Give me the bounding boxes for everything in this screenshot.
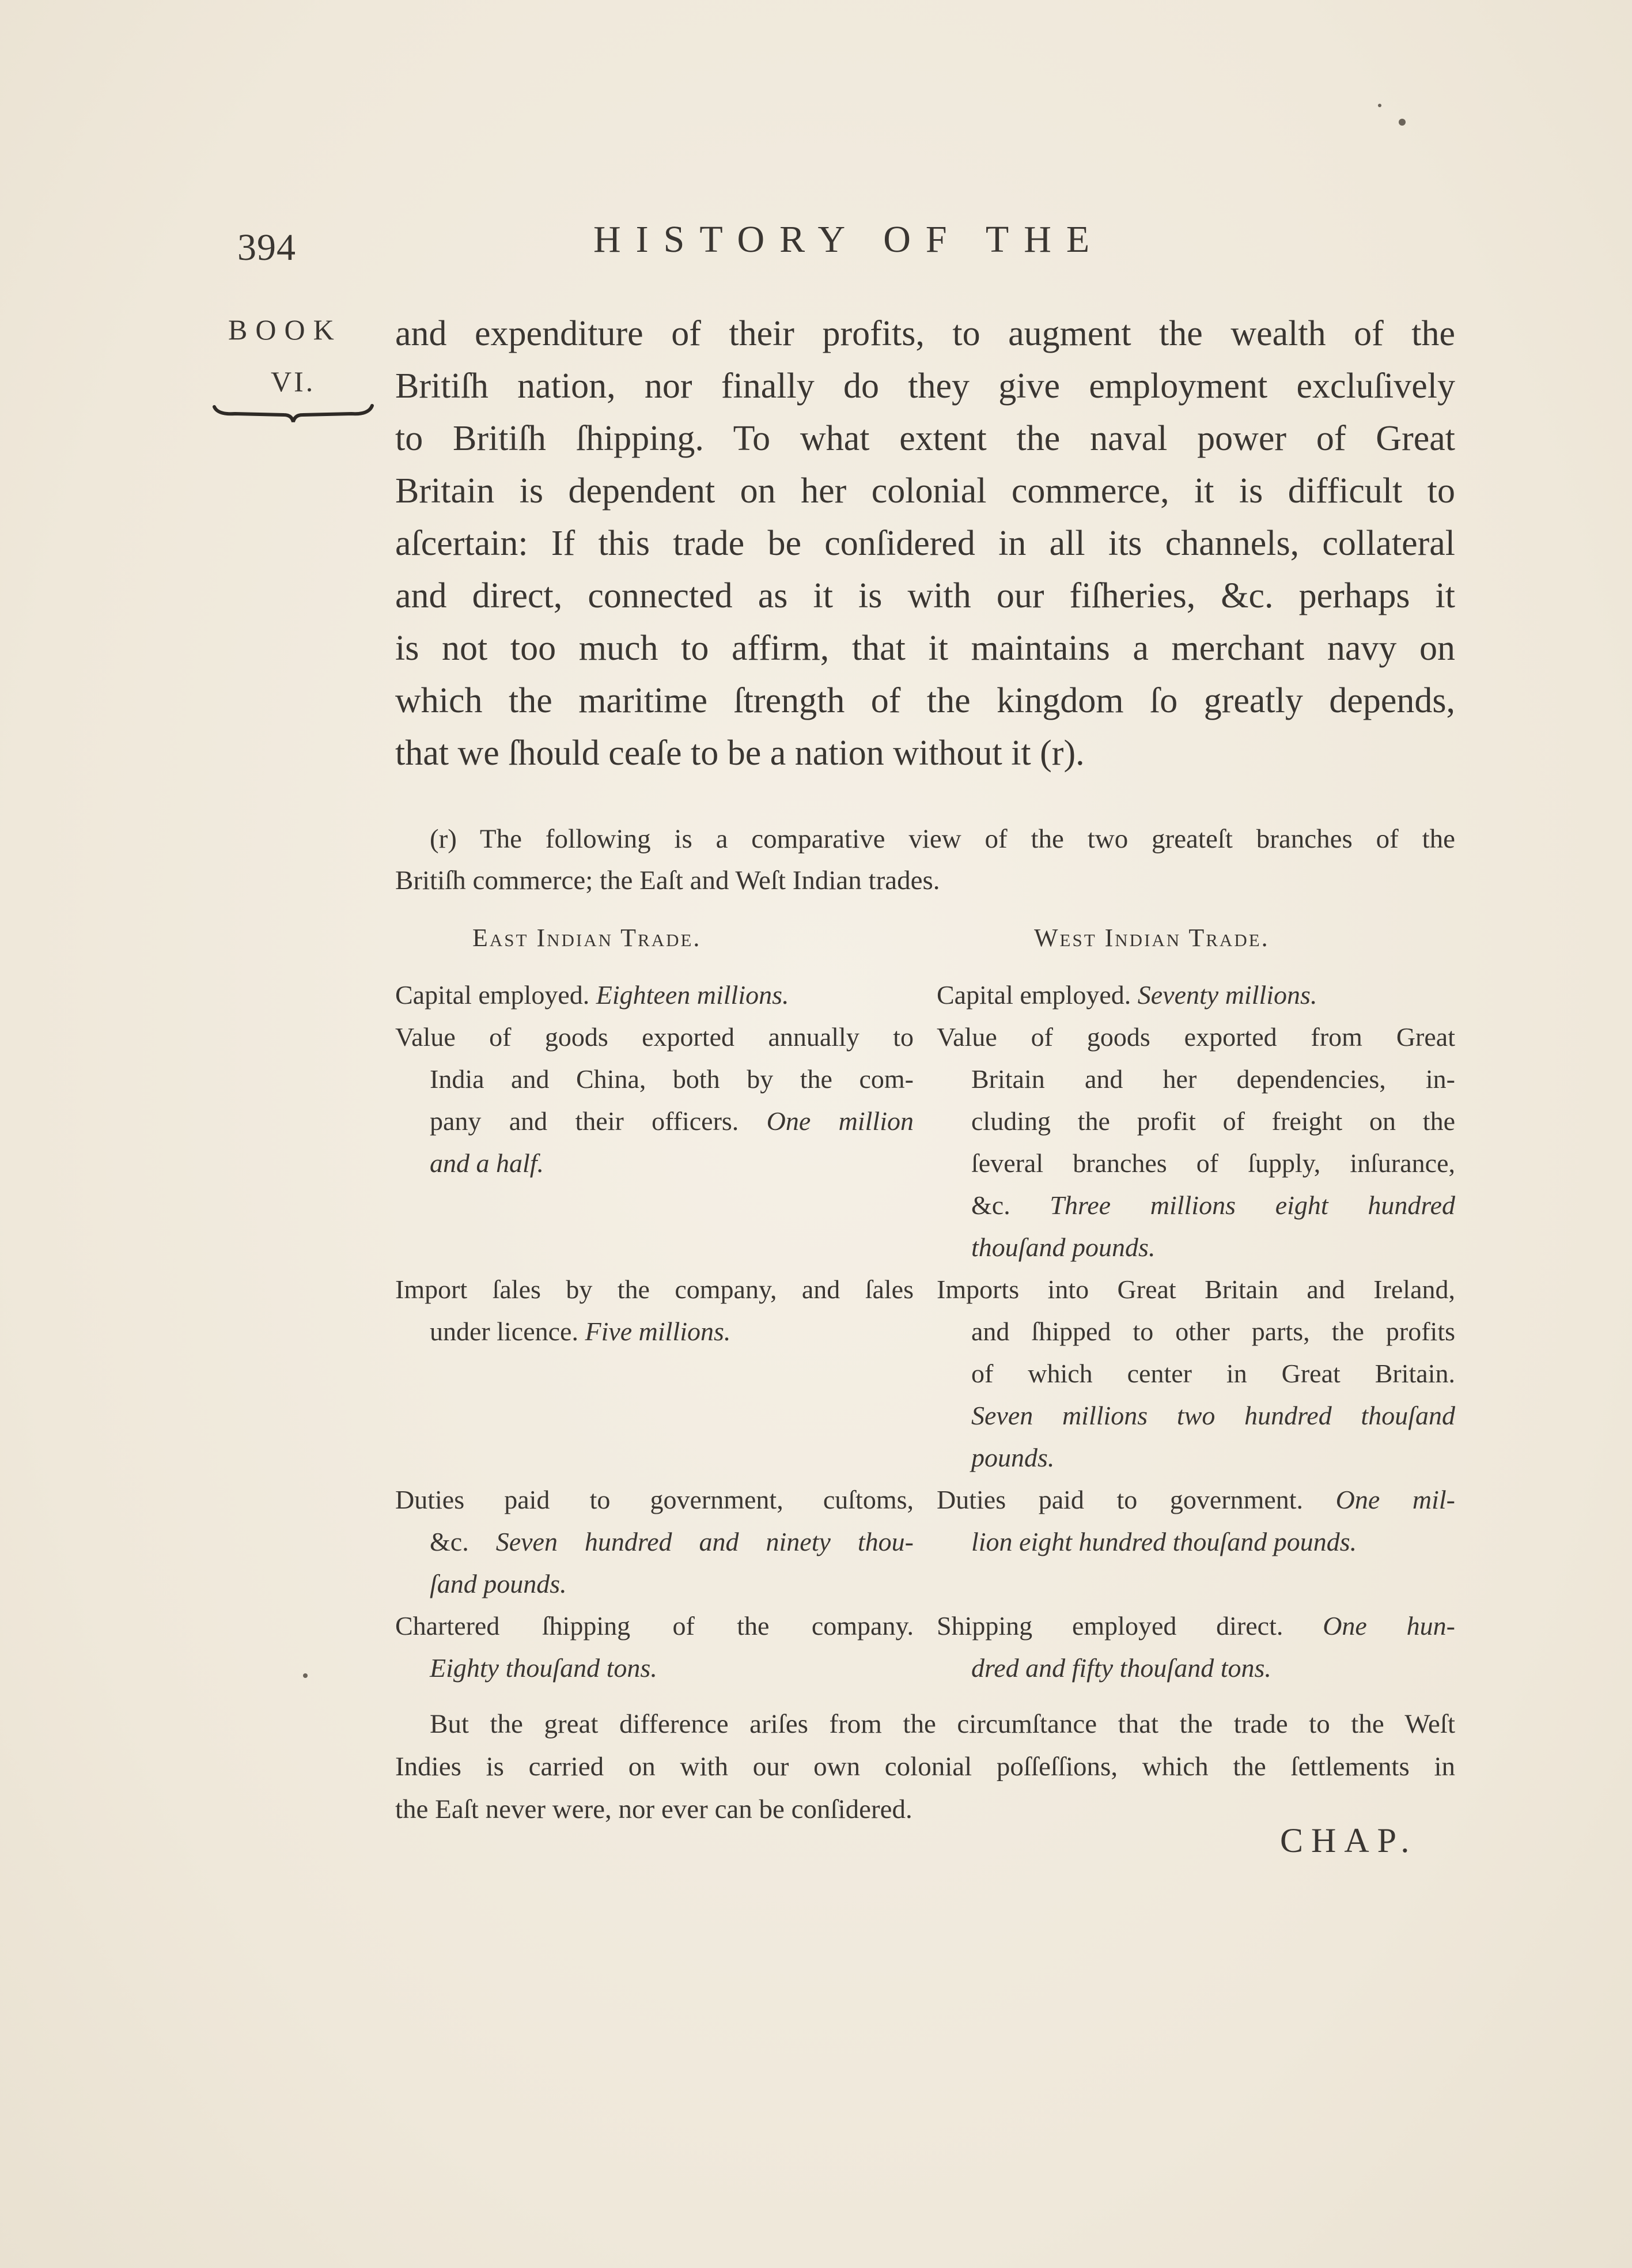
roman-text: of which center in Great Britain. xyxy=(971,1359,1455,1388)
body-line: aſcertain: If this trade be conſidered in all its channels, collateral xyxy=(395,524,1455,563)
body-line: that we ſhould ceaſe to be a nation without it (r). xyxy=(395,734,1085,773)
table-row xyxy=(395,1016,1455,1268)
italic-text: One mil- xyxy=(1335,1485,1455,1514)
west-indian-cell xyxy=(937,1016,1455,1268)
table-row xyxy=(395,1479,1455,1605)
body-line: and expenditure of their profits, to augment the wealth of the xyxy=(395,314,1455,353)
roman-text: Capital employed. xyxy=(395,980,596,1010)
body-line: Britiſh nation, nor finally do they give employment excluſively xyxy=(395,366,1455,406)
footnote-line: (r) The following is a comparative view of the two greateſt branches of the xyxy=(430,824,1455,854)
book-label: BOOK xyxy=(228,313,342,346)
table-cell-line xyxy=(937,1394,1455,1437)
body-line: and direct, connected as it is with our fiſheries, &c. perhaps it xyxy=(395,576,1455,615)
roman-text: pany and their officers. xyxy=(430,1106,767,1136)
table-cell-line xyxy=(937,1226,1455,1268)
italic-text: dred and fifty thouſand tons. xyxy=(971,1653,1271,1683)
roman-text: Britain and her dependencies, in- xyxy=(971,1064,1455,1094)
paper-speck xyxy=(1378,104,1381,107)
roman-text: Duties paid to government. xyxy=(937,1485,1336,1514)
table-cell-line xyxy=(395,1100,914,1142)
roman-text: &c. xyxy=(430,1527,496,1556)
closing-line: the Eaſt never were, nor ever can be conſidered. xyxy=(395,1794,912,1824)
roman-text: and ſhipped to other parts, the profits xyxy=(971,1317,1455,1346)
book-number: VI. xyxy=(271,365,316,398)
page-number: 394 xyxy=(237,226,296,269)
table-row xyxy=(395,1268,1455,1479)
table-cell-line xyxy=(937,1142,1455,1184)
table-cell-line xyxy=(937,1058,1455,1100)
table-cell-line xyxy=(395,1142,914,1184)
italic-text: and a half. xyxy=(430,1148,544,1178)
italic-text: Five millions. xyxy=(585,1317,731,1346)
west-indian-heading: West Indian Trade. xyxy=(1034,924,1270,952)
east-indian-cell xyxy=(395,1605,914,1689)
catchword: CHAP. xyxy=(1280,1821,1418,1859)
table-cell-line xyxy=(937,1268,1455,1310)
running-head: HISTORY OF THE xyxy=(593,218,1105,260)
east-indian-cell xyxy=(395,1479,914,1605)
west-indian-cell xyxy=(937,1479,1455,1605)
table-cell-line xyxy=(395,1647,914,1689)
table-cell-line xyxy=(937,1352,1455,1394)
table-cell-line xyxy=(395,1310,914,1352)
italic-text: One hun- xyxy=(1323,1611,1455,1640)
italic-text: pounds. xyxy=(971,1443,1055,1472)
italic-text: Three millions eight hundred xyxy=(1050,1190,1455,1220)
closing-line: Indies is carried on with our own colonial poſſeſſions, which the ſettlements in xyxy=(395,1752,1455,1782)
west-indian-cell xyxy=(937,1268,1455,1479)
body-line: which the maritime ſtrength of the kingdom ſo greatly depends, xyxy=(395,681,1455,720)
table-cell-line xyxy=(395,1563,914,1605)
margin-brace-ornament xyxy=(212,402,374,425)
table-cell-line xyxy=(937,1016,1455,1058)
italic-text: lion eight hundred thouſand pounds. xyxy=(971,1527,1357,1556)
roman-text: Import ſales by the company, and ſales xyxy=(395,1275,914,1304)
italic-text: Eighty thouſand tons. xyxy=(430,1653,657,1683)
table-row xyxy=(395,1605,1455,1689)
west-indian-cell xyxy=(937,974,1455,1016)
main-paragraph xyxy=(395,308,1455,780)
table-cell-line xyxy=(937,1605,1455,1647)
italic-text: Seventy millions. xyxy=(1137,980,1317,1010)
east-indian-cell xyxy=(395,974,914,1016)
table-cell-line xyxy=(937,974,1455,1016)
roman-text: under licence. xyxy=(430,1317,585,1346)
table-cell-line xyxy=(395,974,914,1016)
roman-text: India and China, both by the com- xyxy=(430,1064,914,1094)
body-line: to Britiſh ſhipping. To what extent the naval power of Great xyxy=(395,419,1455,458)
table-cell-line xyxy=(937,1310,1455,1352)
footnote xyxy=(395,818,1455,901)
roman-text: Chartered ſhipping of the company. xyxy=(395,1611,914,1640)
italic-text: ſand pounds. xyxy=(430,1569,567,1598)
italic-text: thouſand pounds. xyxy=(971,1233,1156,1262)
table-cell-line xyxy=(395,1016,914,1058)
roman-text: Shipping employed direct. xyxy=(937,1611,1323,1640)
table-cell-line xyxy=(937,1437,1455,1479)
east-indian-cell xyxy=(395,1016,914,1268)
paper-speck xyxy=(303,1673,308,1678)
roman-text: Capital employed. xyxy=(937,980,1138,1010)
italic-text: Seven millions two hundred thouſand xyxy=(971,1401,1455,1430)
table-cell-line xyxy=(937,1521,1455,1563)
table-cell-line xyxy=(395,1268,914,1310)
paper-speck xyxy=(1399,119,1406,126)
italic-text: Seven hundred and ninety thou- xyxy=(495,1527,914,1556)
roman-text: Duties paid to government, cuſtoms, xyxy=(395,1485,914,1514)
footnote-line: Britiſh commerce; the Eaſt and Weſt Indian trades. xyxy=(395,865,940,895)
table-cell-line xyxy=(395,1479,914,1521)
table-cell-line xyxy=(937,1479,1455,1521)
closing-line: But the great difference ariſes from the circumſtance that the trade to the Weſt xyxy=(430,1709,1455,1739)
roman-text: Value of goods exported annually to xyxy=(395,1022,914,1052)
west-indian-cell xyxy=(937,1605,1455,1689)
trade-comparison-table xyxy=(395,974,1455,1689)
table-cell-line xyxy=(937,1100,1455,1142)
table-cell-line xyxy=(937,1647,1455,1689)
east-indian-cell xyxy=(395,1268,914,1479)
table-cell-line xyxy=(395,1521,914,1563)
body-line: Britain is dependent on her colonial commerce, it is difficult to xyxy=(395,471,1455,511)
table-cell-line xyxy=(395,1058,914,1100)
roman-text: cluding the profit of freight on the xyxy=(971,1106,1455,1136)
table-cell-line xyxy=(937,1184,1455,1226)
closing-paragraph xyxy=(395,1703,1455,1831)
roman-text: ſeveral branches of ſupply, inſurance, xyxy=(971,1148,1455,1178)
italic-text: One million xyxy=(766,1106,914,1136)
table-cell-line xyxy=(395,1605,914,1647)
roman-text: &c. xyxy=(971,1190,1050,1220)
roman-text: Value of goods exported from Great xyxy=(937,1022,1455,1052)
roman-text: Imports into Great Britain and Ireland, xyxy=(937,1275,1455,1304)
italic-text: Eighteen millions. xyxy=(596,980,789,1010)
table-row xyxy=(395,974,1455,1016)
body-line: is not too much to affirm, that it maintains a merchant navy on xyxy=(395,629,1455,668)
east-indian-heading: East Indian Trade. xyxy=(472,924,702,952)
